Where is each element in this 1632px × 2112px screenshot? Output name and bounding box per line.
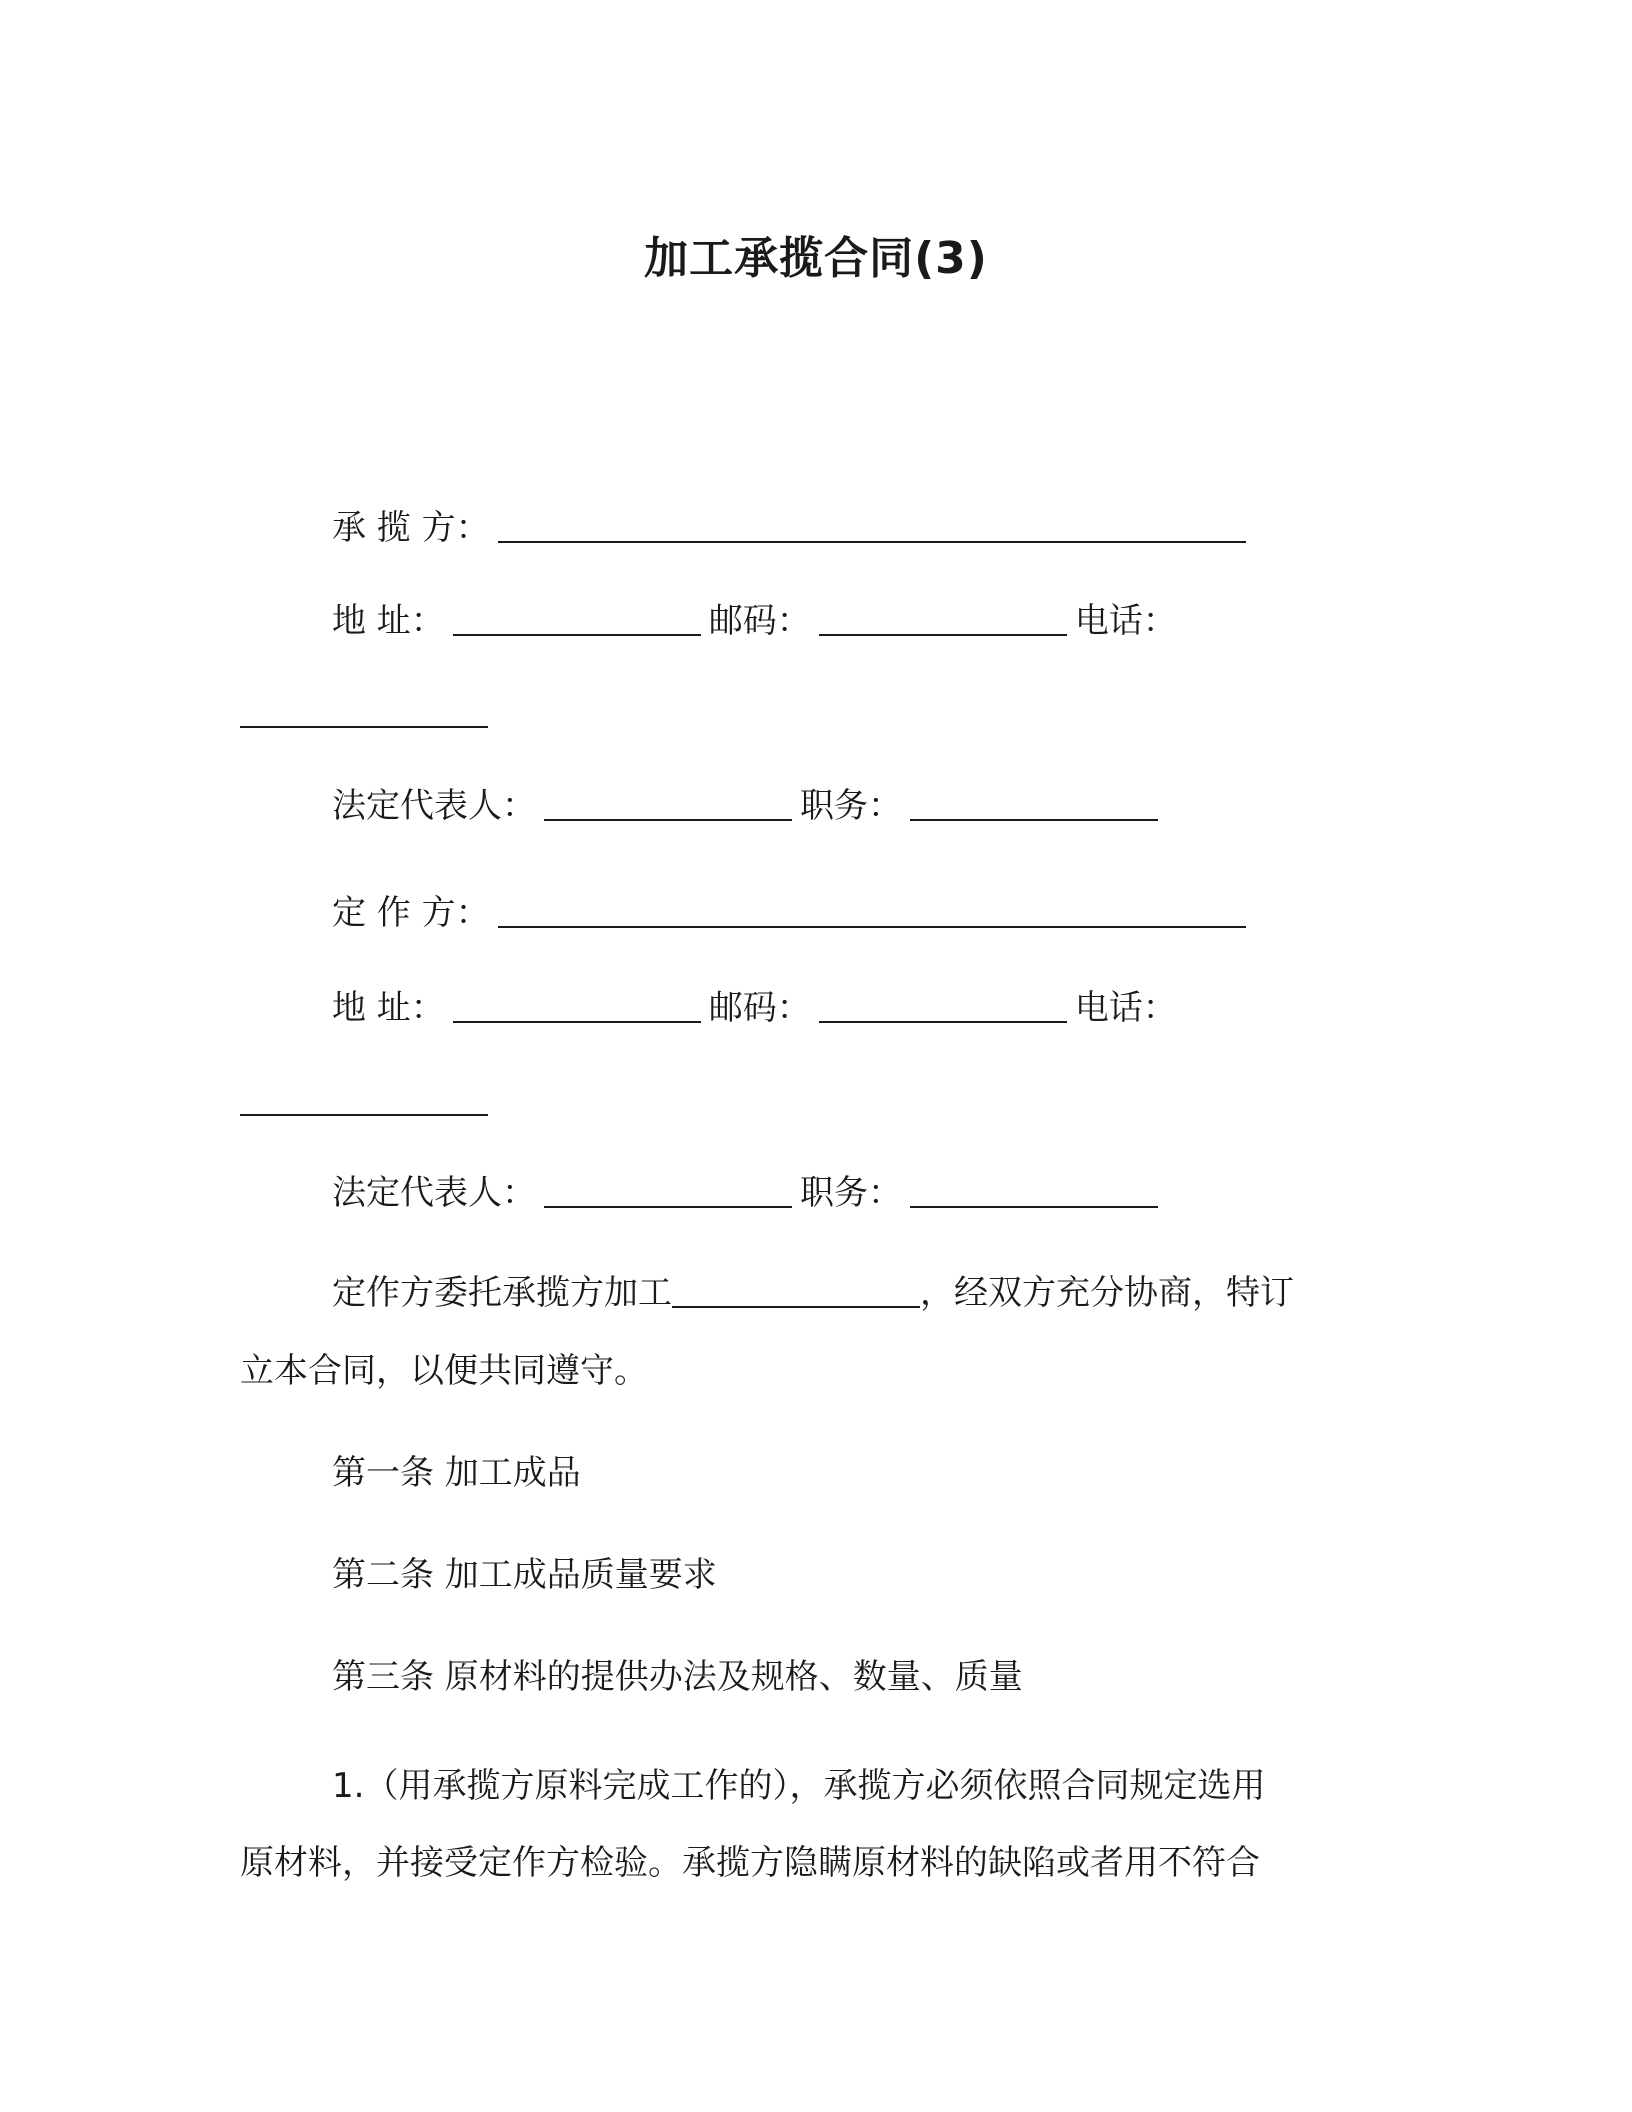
contractor-zip-blank[interactable] [819,604,1067,636]
orderer-rep-blank[interactable] [544,1176,792,1208]
intro-line-1 [332,1270,1294,1316]
orderer-phone-line [240,1078,496,1124]
orderer-title-blank[interactable] [910,1176,1158,1208]
article-1: 第一条 加工成品 [332,1453,581,1493]
contractor-blank[interactable] [498,511,1246,543]
orderer-phone-blank[interactable] [240,1084,488,1116]
contractor-title-label: 职务： [800,786,902,826]
contractor-zip-label: 邮码： [708,601,811,641]
article-2: 第二条 加工成品质量要求 [332,1555,717,1595]
article-3: 第三条 原材料的提供办法及规格、数量、质量 [332,1657,1023,1697]
contractor-phone-line [240,690,496,736]
orderer-label: 定 作 方： [332,893,490,933]
contractor-line [332,505,1254,551]
orderer-address-line [332,985,1177,1031]
orderer-zip-blank[interactable] [819,991,1067,1023]
orderer-title-label: 职务： [800,1173,902,1213]
contractor-rep-label: 法定代表人： [332,786,536,826]
contractor-title-blank[interactable] [910,789,1158,821]
contractor-address-label: 地 址： [332,601,445,641]
orderer-phone-label: 电话： [1074,988,1177,1028]
contractor-address-line [332,598,1177,644]
contractor-address-blank[interactable] [453,604,701,636]
contractor-phone-blank[interactable] [240,696,488,728]
orderer-rep-label: 法定代表人： [332,1173,536,1213]
intro-suffix: ，经双方充分协商，特订 [920,1273,1294,1313]
intro-line-2: 立本合同，以便共同遵守。 [240,1351,648,1391]
orderer-address-label: 地 址： [332,988,445,1028]
orderer-rep-line [332,1170,1166,1216]
contractor-rep-line [332,783,1166,829]
orderer-line [332,890,1254,936]
orderer-blank[interactable] [498,896,1246,928]
orderer-zip-label: 邮码： [708,988,811,1028]
processing-item-blank[interactable] [672,1276,920,1308]
contractor-rep-blank[interactable] [544,789,792,821]
clause-1-line-1: 1.（用承揽方原料完成工作的），承揽方必须依照合同规定选用 [332,1766,1266,1806]
document-title: 加工承揽合同(3) [644,233,988,284]
contractor-phone-label: 电话： [1074,601,1177,641]
clause-1-line-2: 原材料，并接受定作方检验。承揽方隐瞒原材料的缺陷或者用不符合 [240,1843,1260,1883]
intro-prefix: 定作方委托承揽方加工 [332,1273,672,1313]
contractor-label: 承 揽 方： [332,508,490,548]
orderer-address-blank[interactable] [453,991,701,1023]
